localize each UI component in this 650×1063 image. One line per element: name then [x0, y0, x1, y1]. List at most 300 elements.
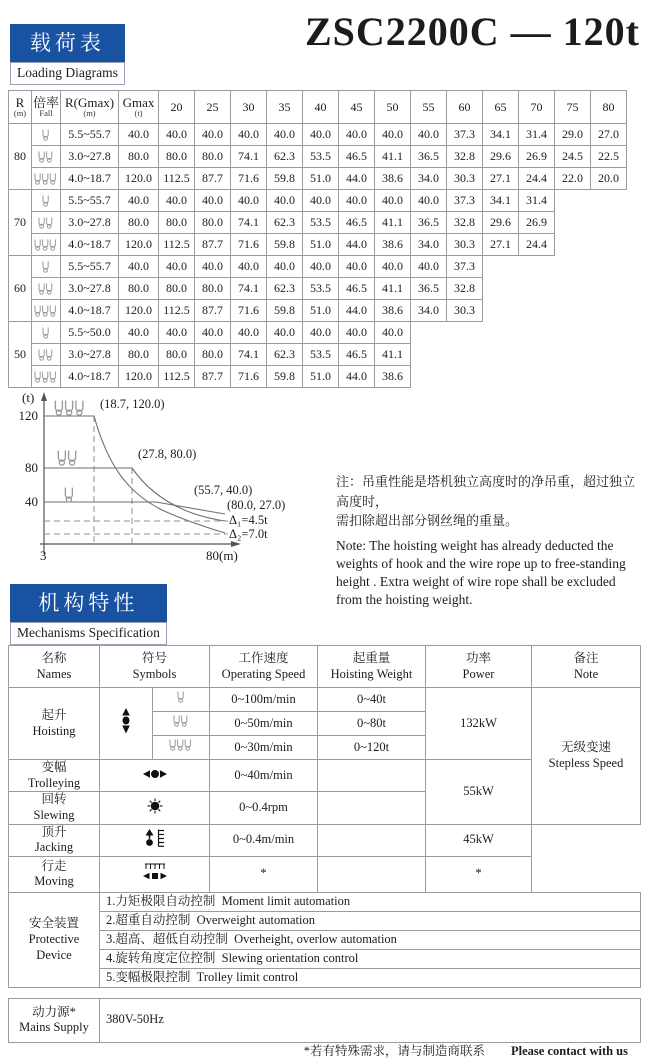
- load-value-cell: 40.0: [195, 256, 231, 278]
- moving-symbol-icon: [142, 863, 168, 881]
- load-value-cell: 26.9: [519, 212, 555, 234]
- load-value-cell: 40.0: [375, 190, 411, 212]
- mains-name-cell: 动力源* Mains Supply: [9, 998, 100, 1042]
- load-value-cell: 74.1: [231, 278, 267, 300]
- empty-cell: [519, 366, 555, 388]
- gmax-cell: 120.0: [119, 300, 159, 322]
- mech-col-header: 功率 Power: [426, 646, 532, 688]
- mechanisms-table-container: [8, 645, 641, 1043]
- load-value-cell: 29.0: [555, 124, 591, 146]
- empty-cell: [591, 366, 627, 388]
- empty-cell: [591, 322, 627, 344]
- fall-cell: [32, 278, 61, 300]
- annotation-peak-1fall: (55.7, 40.0): [194, 483, 253, 497]
- empty-cell: [555, 278, 591, 300]
- load-value-cell: 32.8: [447, 212, 483, 234]
- r-gmax-cell: 5.5~55.7: [61, 256, 119, 278]
- fall-2-icon: [38, 349, 54, 361]
- fall-cell: [32, 256, 61, 278]
- load-value-cell: 62.3: [267, 278, 303, 300]
- y-axis-unit-label: (t): [22, 390, 35, 405]
- load-value-cell: 87.7: [195, 168, 231, 190]
- footer-note: [304, 1041, 628, 1059]
- loading-row: [9, 366, 627, 388]
- page-title: ZSC2200C — 120t: [304, 9, 641, 54]
- fall-3-icon: [34, 173, 58, 185]
- load-value-cell: 51.0: [303, 300, 339, 322]
- weight-cell: [318, 760, 426, 792]
- empty-cell: [519, 278, 555, 300]
- annotation-delta1: Δ₁=4.5t: [229, 513, 268, 527]
- load-value-cell: 30.3: [447, 234, 483, 256]
- jacking-symbol-icon: [145, 829, 165, 847]
- load-value-cell: 53.5: [303, 212, 339, 234]
- trolley-slew-power-cell: 55kW: [426, 760, 532, 825]
- load-value-cell: 40.0: [339, 190, 375, 212]
- empty-cell: [591, 234, 627, 256]
- load-value-cell: 44.0: [339, 300, 375, 322]
- radius-group-label: 50: [9, 322, 32, 388]
- load-value-cell: 38.6: [375, 366, 411, 388]
- load-value-cell: 36.5: [411, 146, 447, 168]
- fall-cell: [32, 124, 61, 146]
- speed-cell: *: [210, 856, 318, 892]
- weight-cell: 0~80t: [318, 712, 426, 736]
- load-value-cell: 53.5: [303, 344, 339, 366]
- loading-row: [9, 322, 627, 344]
- load-value-cell: 59.8: [267, 300, 303, 322]
- load-value-cell: 24.5: [555, 146, 591, 168]
- load-value-cell: 22.0: [555, 168, 591, 190]
- loading-radius-col-header: 40: [303, 91, 339, 124]
- load-value-cell: 59.8: [267, 168, 303, 190]
- loading-radius-col-header: 35: [267, 91, 303, 124]
- load-value-cell: 27.0: [591, 124, 627, 146]
- loading-table: [8, 90, 627, 388]
- protective-item-cell: 2.超重自动控制 Overweight automation: [100, 911, 641, 930]
- load-value-cell: 71.6: [231, 234, 267, 256]
- load-value-cell: 40.0: [411, 256, 447, 278]
- mech-col-header: 符号 Symbols: [100, 646, 210, 688]
- load-value-cell: 112.5: [159, 168, 195, 190]
- loading-col-gmax-header: Gmax (t): [119, 91, 159, 124]
- mains-value-cell: 380V-50Hz: [100, 998, 641, 1042]
- loading-row: [9, 234, 627, 256]
- r-gmax-cell: 4.0~18.7: [61, 300, 119, 322]
- loading-radius-col-header: 80: [591, 91, 627, 124]
- loading-row: [9, 212, 627, 234]
- fall-cell: [32, 322, 61, 344]
- empty-cell: [447, 322, 483, 344]
- load-value-cell: 26.9: [519, 146, 555, 168]
- load-value-cell: 34.0: [411, 300, 447, 322]
- load-value-cell: 40.0: [195, 124, 231, 146]
- protective-item-row: [9, 930, 641, 949]
- load-value-cell: 22.5: [591, 146, 627, 168]
- load-value-cell: 40.0: [303, 190, 339, 212]
- load-value-cell: 36.5: [411, 212, 447, 234]
- gmax-cell: 120.0: [119, 168, 159, 190]
- load-value-cell: 112.5: [159, 366, 195, 388]
- fall-1-icon: [42, 327, 51, 339]
- load-value-cell: 40.0: [159, 256, 195, 278]
- mech-header-row: [9, 646, 641, 688]
- load-value-cell: 29.6: [483, 212, 519, 234]
- weight-cell: [318, 856, 426, 892]
- load-value-cell: 37.3: [447, 256, 483, 278]
- load-value-cell: 40.0: [303, 256, 339, 278]
- load-value-cell: 74.1: [231, 344, 267, 366]
- load-value-cell: 80.0: [195, 344, 231, 366]
- load-value-cell: 87.7: [195, 300, 231, 322]
- loading-header-row: [9, 91, 627, 124]
- load-value-cell: 40.0: [159, 124, 195, 146]
- protective-device-table: [8, 892, 641, 988]
- empty-cell: [555, 344, 591, 366]
- annotation-delta2: Δ₂=7.0t: [229, 527, 268, 541]
- mechanisms-section-header: [10, 584, 167, 645]
- hoisting-symbol-cell: [100, 688, 153, 760]
- load-value-cell: 24.4: [519, 234, 555, 256]
- section-title-en: Loading Diagrams: [10, 62, 125, 85]
- jacking-symbol-cell: [100, 824, 210, 856]
- load-value-cell: 40.0: [411, 124, 447, 146]
- load-value-cell: 80.0: [195, 146, 231, 168]
- empty-cell: [519, 322, 555, 344]
- load-value-cell: 27.1: [483, 234, 519, 256]
- hoisting-name-cell: 起升 Hoisting: [9, 688, 100, 760]
- loading-radius-col-header: 25: [195, 91, 231, 124]
- weight-cell: 0~40t: [318, 688, 426, 712]
- loading-radius-col-header: 75: [555, 91, 591, 124]
- fall-3-icon: [34, 305, 58, 317]
- trolleying-symbol-cell: [100, 760, 210, 792]
- empty-cell: [483, 278, 519, 300]
- load-value-cell: 41.1: [375, 344, 411, 366]
- fall-3-icon: [34, 239, 58, 251]
- empty-cell: [591, 278, 627, 300]
- load-value-cell: 80.0: [159, 344, 195, 366]
- load-value-cell: 71.6: [231, 168, 267, 190]
- speed-cell: 0~0.4rpm: [210, 792, 318, 824]
- load-value-cell: 30.3: [447, 300, 483, 322]
- load-value-cell: 34.1: [483, 124, 519, 146]
- load-value-cell: 46.5: [339, 146, 375, 168]
- fall-1-icon: [42, 261, 51, 273]
- hoisting-symbol-icon: [121, 708, 131, 734]
- load-value-cell: 40.0: [339, 256, 375, 278]
- load-value-cell: 40.0: [231, 322, 267, 344]
- empty-cell: [555, 256, 591, 278]
- r-gmax-cell: 5.5~55.7: [61, 190, 119, 212]
- load-value-cell: 40.0: [231, 256, 267, 278]
- r-gmax-cell: 4.0~18.7: [61, 168, 119, 190]
- moving-name-cell: 行走 Moving: [9, 856, 100, 892]
- note-block: [336, 472, 645, 609]
- empty-cell: [555, 190, 591, 212]
- load-value-cell: 59.8: [267, 366, 303, 388]
- gmax-cell: 80.0: [119, 212, 159, 234]
- loading-radius-col-header: 60: [447, 91, 483, 124]
- load-value-cell: 40.0: [339, 322, 375, 344]
- loading-radius-col-header: 30: [231, 91, 267, 124]
- load-value-cell: 37.3: [447, 124, 483, 146]
- x-axis-arrow-icon: [231, 541, 241, 547]
- load-value-cell: 80.0: [195, 278, 231, 300]
- hoisting-row-1: [9, 688, 641, 712]
- loading-radius-col-header: 55: [411, 91, 447, 124]
- load-value-cell: 38.6: [375, 234, 411, 256]
- load-value-cell: 32.8: [447, 278, 483, 300]
- note-cell: 无级变速 Stepless Speed: [532, 688, 641, 825]
- loading-radius-col-header: 20: [159, 91, 195, 124]
- load-value-cell: 41.1: [375, 278, 411, 300]
- load-value-cell: 44.0: [339, 366, 375, 388]
- jacking-name-cell: 顶升 Jacking: [9, 824, 100, 856]
- loading-row: [9, 256, 627, 278]
- gmax-cell: 80.0: [119, 278, 159, 300]
- load-value-cell: 74.1: [231, 146, 267, 168]
- fall-1-icon: [177, 691, 186, 703]
- load-value-cell: 46.5: [339, 278, 375, 300]
- speed-cell: 0~40m/min: [210, 760, 318, 792]
- gmax-cell: 80.0: [119, 344, 159, 366]
- r-gmax-cell: 3.0~27.8: [61, 344, 119, 366]
- fall-cell: [153, 736, 210, 760]
- load-value-cell: 53.5: [303, 278, 339, 300]
- speed-cell: 0~0.4m/min: [210, 824, 318, 856]
- trolleying-symbol-icon: [143, 769, 167, 779]
- load-value-cell: 40.0: [159, 322, 195, 344]
- load-value-cell: 40.0: [375, 256, 411, 278]
- load-value-cell: 112.5: [159, 300, 195, 322]
- load-value-cell: 51.0: [303, 234, 339, 256]
- load-value-cell: 40.0: [195, 190, 231, 212]
- loading-col-r-gmax-header: R(Gmax) (m): [61, 91, 119, 124]
- load-value-cell: 40.0: [303, 124, 339, 146]
- load-value-cell: 87.7: [195, 234, 231, 256]
- mech-col-header: 起重量 Hoisting Weight: [318, 646, 426, 688]
- load-value-cell: 37.3: [447, 190, 483, 212]
- load-value-cell: 40.0: [267, 322, 303, 344]
- fall-cell: [32, 168, 61, 190]
- weight-cell: [318, 824, 426, 856]
- section-title-cn: 载荷表: [10, 24, 125, 62]
- mechanisms-table: [8, 645, 641, 893]
- r-gmax-cell: 5.5~55.7: [61, 124, 119, 146]
- protective-item-row: [9, 968, 641, 987]
- loading-table-container: [8, 90, 627, 388]
- protective-name-cell: 安全装置 Protective Device: [9, 892, 100, 987]
- fall-1-icon: [42, 195, 51, 207]
- mech-col-header: 名称 Names: [9, 646, 100, 688]
- empty-cell: [555, 212, 591, 234]
- note-cn-line2: 需扣除超出部分钢丝绳的重量。: [336, 513, 519, 528]
- fall-1-icon: [42, 129, 51, 141]
- r-gmax-cell: 3.0~27.8: [61, 212, 119, 234]
- load-value-cell: 30.3: [447, 168, 483, 190]
- empty-cell: [483, 366, 519, 388]
- load-value-cell: 53.5: [303, 146, 339, 168]
- note-cn-line1: 注：吊重性能是塔机独立高度时的净吊重，超过独立高度时，: [336, 474, 636, 509]
- ytick-120: 120: [18, 408, 38, 423]
- protective-item-row: [9, 949, 641, 968]
- load-value-cell: 32.8: [447, 146, 483, 168]
- moving-power-cell: *: [426, 856, 532, 892]
- loading-row: [9, 146, 627, 168]
- fall-cell: [32, 344, 61, 366]
- mech-col-header: 备注 Note: [532, 646, 641, 688]
- load-value-cell: 80.0: [159, 212, 195, 234]
- load-value-cell: 41.1: [375, 146, 411, 168]
- load-value-cell: 80.0: [159, 146, 195, 168]
- load-value-cell: 29.6: [483, 146, 519, 168]
- fall-cell: [32, 234, 61, 256]
- load-curve-chart: [10, 388, 330, 568]
- load-value-cell: 74.1: [231, 212, 267, 234]
- loading-row: [9, 278, 627, 300]
- radius-group-label: 70: [9, 190, 32, 256]
- empty-cell: [483, 300, 519, 322]
- load-value-cell: 40.0: [231, 190, 267, 212]
- load-value-cell: 40.0: [411, 190, 447, 212]
- fall-3-icon: [34, 371, 58, 383]
- fall-cell: [32, 146, 61, 168]
- empty-cell: [447, 366, 483, 388]
- load-value-cell: 62.3: [267, 146, 303, 168]
- loading-radius-col-header: 65: [483, 91, 519, 124]
- r-gmax-cell: 4.0~18.7: [61, 234, 119, 256]
- empty-cell: [591, 344, 627, 366]
- load-value-cell: 40.0: [267, 124, 303, 146]
- empty-cell: [483, 344, 519, 366]
- fall-2-icon: [38, 283, 54, 295]
- x-end-label: 80(m): [206, 548, 238, 563]
- loading-row: [9, 190, 627, 212]
- fall-3-icon: [169, 739, 193, 751]
- r-gmax-cell: 3.0~27.8: [61, 278, 119, 300]
- load-value-cell: 40.0: [159, 190, 195, 212]
- moving-row: [9, 856, 641, 892]
- load-value-cell: 40.0: [267, 190, 303, 212]
- section-title-en: Mechanisms Specification: [10, 622, 167, 645]
- mech-col-header: 工作速度 Operating Speed: [210, 646, 318, 688]
- fall-cell: [32, 190, 61, 212]
- empty-cell: [591, 256, 627, 278]
- load-value-cell: 80.0: [159, 278, 195, 300]
- load-value-cell: 51.0: [303, 168, 339, 190]
- load-value-cell: 38.6: [375, 168, 411, 190]
- mains-supply-table: [8, 998, 641, 1043]
- load-value-cell: 34.1: [483, 190, 519, 212]
- loading-diagrams-section-header: [10, 24, 125, 85]
- slewing-symbol-icon: [147, 798, 163, 814]
- gmax-cell: 40.0: [119, 256, 159, 278]
- empty-cell: [591, 212, 627, 234]
- load-value-cell: 62.3: [267, 344, 303, 366]
- fall-cell: [32, 300, 61, 322]
- radius-group-label: 60: [9, 256, 32, 322]
- loading-row: [9, 124, 627, 146]
- loading-row: [9, 300, 627, 322]
- empty-cell: [447, 344, 483, 366]
- protective-item-cell: 3.超高、超低自动控制 Overheight, overlow automation: [100, 930, 641, 949]
- speed-cell: 0~100m/min: [210, 688, 318, 712]
- jacking-power-cell: 45kW: [426, 824, 532, 856]
- hoisting-power-cell: 132kW: [426, 688, 532, 760]
- load-value-cell: 27.1: [483, 168, 519, 190]
- load-value-cell: 71.6: [231, 300, 267, 322]
- load-value-cell: 24.4: [519, 168, 555, 190]
- load-value-cell: 40.0: [195, 322, 231, 344]
- empty-cell: [555, 322, 591, 344]
- protective-item-cell: 5.变幅极限控制 Trolley limit control: [100, 968, 641, 987]
- weight-cell: [318, 792, 426, 824]
- r-gmax-cell: 4.0~18.7: [61, 366, 119, 388]
- load-value-cell: 40.0: [339, 124, 375, 146]
- loading-radius-col-header: 45: [339, 91, 375, 124]
- empty-cell: [519, 344, 555, 366]
- x-origin-label: 3: [40, 548, 47, 563]
- empty-cell: [411, 366, 447, 388]
- fall-cell: [153, 712, 210, 736]
- speed-cell: 0~30m/min: [210, 736, 318, 760]
- fall-cell: [32, 212, 61, 234]
- load-value-cell: 62.3: [267, 212, 303, 234]
- load-value-cell: 34.0: [411, 168, 447, 190]
- weight-cell: 0~120t: [318, 736, 426, 760]
- load-value-cell: 40.0: [375, 322, 411, 344]
- fall-cell: [153, 688, 210, 712]
- gmax-cell: 120.0: [119, 234, 159, 256]
- load-value-cell: 46.5: [339, 212, 375, 234]
- loading-row: [9, 168, 627, 190]
- gmax-cell: 40.0: [119, 124, 159, 146]
- load-value-cell: 31.4: [519, 190, 555, 212]
- empty-cell: [519, 300, 555, 322]
- load-value-cell: 36.5: [411, 278, 447, 300]
- empty-cell: [519, 256, 555, 278]
- empty-cell: [483, 256, 519, 278]
- load-value-cell: 40.0: [231, 124, 267, 146]
- fall-2-icon: [173, 715, 189, 727]
- empty-cell: [555, 234, 591, 256]
- protective-item-row: [9, 892, 641, 911]
- gmax-cell: 120.0: [119, 366, 159, 388]
- r-gmax-cell: 5.5~50.0: [61, 322, 119, 344]
- radius-group-label: 80: [9, 124, 32, 190]
- load-value-cell: 87.7: [195, 366, 231, 388]
- section-title-cn: 机构特性: [10, 584, 167, 622]
- load-value-cell: 71.6: [231, 366, 267, 388]
- r-gmax-cell: 3.0~27.8: [61, 146, 119, 168]
- moving-symbol-cell: [100, 856, 210, 892]
- load-value-cell: 34.0: [411, 234, 447, 256]
- annotation-end-1fall: (80.0, 27.0): [227, 498, 286, 512]
- slewing-name-cell: 回转 Slewing: [9, 792, 100, 824]
- gmax-cell: 40.0: [119, 190, 159, 212]
- load-value-cell: 40.0: [303, 322, 339, 344]
- load-value-cell: 112.5: [159, 234, 195, 256]
- load-value-cell: 46.5: [339, 344, 375, 366]
- loading-col-fall-header: 倍率 Fall: [32, 91, 61, 124]
- ytick-80: 80: [25, 460, 38, 475]
- mains-supply-row: [9, 998, 641, 1042]
- empty-cell: [555, 366, 591, 388]
- empty-cell: [411, 344, 447, 366]
- footer-note-cn: *若有特殊需求，请与制造商联系: [303, 1044, 485, 1058]
- loading-row: [9, 344, 627, 366]
